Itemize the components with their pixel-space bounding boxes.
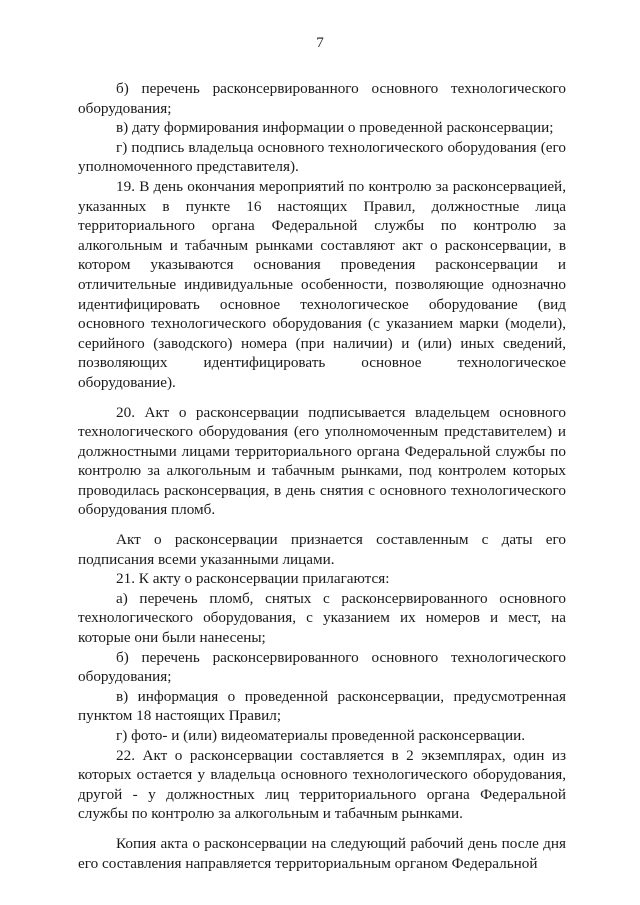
paragraph: 21. К акту о расконсервации прилагаются:: [116, 570, 390, 588]
page-number: 7: [316, 34, 324, 51]
paragraph: Копия акта о расконсервации на следующий рабочий день после дня его составления направляется территориальным органом Федеральной: [78, 834, 566, 872]
paragraph: б) перечень расконсервированного основного технологического оборудования;: [78, 648, 566, 686]
paragraph: б) перечень расконсервированного основного технологического оборудования;: [78, 80, 566, 117]
paragraph: 20. Акт о расконсервации подписывается владельцем основного технологического оборудования (его уполномоченным представителем) и должностными лицами территориального органа Федеральной службы по контролю за алкогольным и табачным рынками, под контролем которых проводилась расконсервация, в день снятия с основного технологического оборудования пломб.: [78, 403, 566, 519]
paragraph: г) подпись владельца основного технологического оборудования (его уполномоченного представителя).: [78, 138, 566, 176]
paragraph: 19. В день окончания мероприятий по контролю за расконсервацией, указанных в пункте 16 настоящих Правил, должностные лица территориального органа Федеральной службы по контролю за алкогольным и табачным рынками составляют акт о расконсервации, в котором указываются основания проведения расконсервации и отличительные индивидуальные особенности, позволяющие однозначно идентифицировать основное технологическое оборудование (вид основного технологического оборудования (с указанием марки (модели), серийного (заводского) номера (при наличии) и (или) иных сведений, позволяющих идентифицировать основное технологическое оборудование).: [78, 177, 566, 391]
paragraph: а) перечень пломб, снятых с расконсервированного основного технологического оборудования, с указанием их номеров и мест, на которые они были нанесены;: [78, 589, 566, 647]
paragraph: г) фото- и (или) видеоматериалы проведенной расконсервации.: [116, 727, 526, 744]
paragraph: 22. Акт о расконсервации составляется в 2 экземплярах, один из которых остается у владельца основного технологического оборудования, другой - у должностных лиц территориального органа Федеральной службы по контролю за алкогольным и табачным рынками.: [78, 746, 566, 823]
paragraph: в) дату формирования информации о проведенной расконсервации;: [116, 119, 554, 137]
document-body: [78, 79, 566, 873]
paragraph: в) информация о проведенной расконсервации, предусмотренная пунктом 18 настоящих Правил;: [78, 687, 566, 725]
paragraph: Акт о расконсервации признается составленным с даты его подписания всеми указанными лицами.: [78, 531, 566, 568]
